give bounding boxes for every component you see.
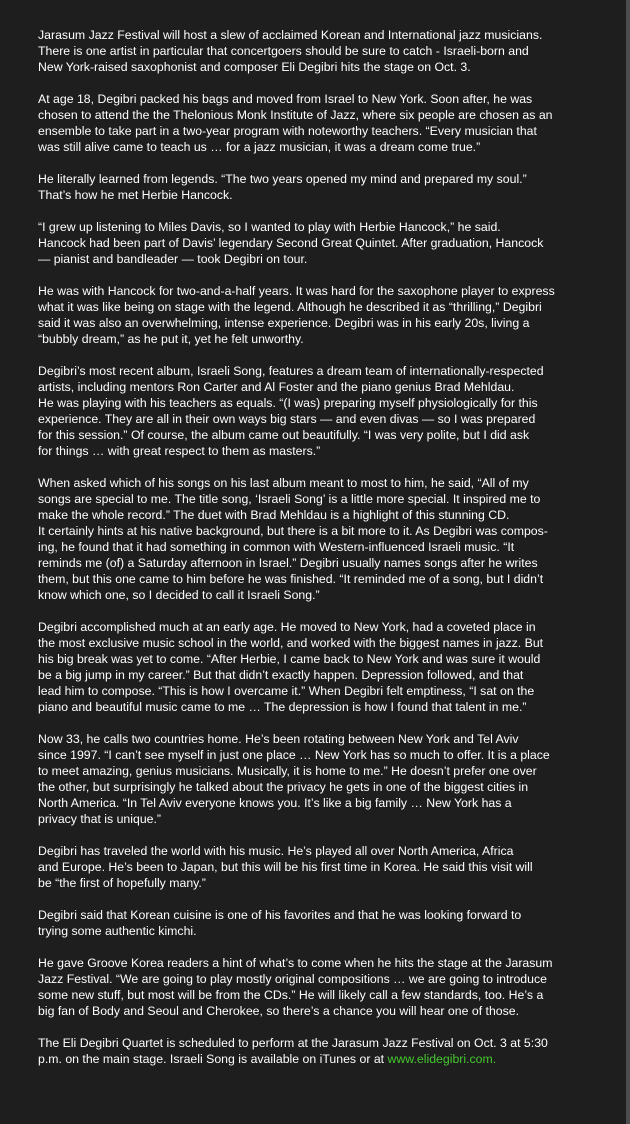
article-paragraph: “I grew up listening to Miles Davis, so I wanted to play with Herbie Hancock,” he said. Hancock had been part of Davis’ legendary Second Great Quintet. After graduation, Hancock — pianist and bandleader — took Degibri on tour.	[38, 220, 544, 266]
closing-text: The Eli Degibri Quartet is scheduled to perform at the Jarasum Jazz Festival on Oct. 3 at 5:30 p.m. on the main stage. Israeli Song is available on iTunes or at	[38, 1036, 548, 1066]
article-paragraph: Degibri accomplished much at an early age. He moved to New York, had a coveted place in the most exclusive music school in the world, and worked with the biggest names in jazz. But his big break was yet to come. “After Herbie, I came back to New York and was sure it would be a big jump in my career.” But that didn’t exactly happen. Depression followed, and that lead him to compose. “This is how I overcame it.” When Degibri felt emptiness, “I sat on the piano and beautiful music came to me … The depression is how I found that talent in me.”	[38, 620, 544, 714]
article-paragraph: Now 33, he calls two countries home. He’s been rotating between New York and Tel Aviv since 1997. “I can’t see myself in just one place … New York has so much to offer. It is a place to meet amazing, genius musicians. Musically, it is home to me.” He doesn’t prefer one over the other, but surprisingly he talked about the privacy he gets in one of the biggest cities in North America. “In Tel Aviv everyone knows you. It’s like a big family … New York has a privacy that is unique.”	[38, 732, 550, 826]
article-paragraph: Degibri has traveled the world with his music. He’s played all over North America, Africa and Europe. He’s been to Japan, but this will be his first time in Korea. He said this visit will be “the first of hopefully many.”	[38, 844, 533, 890]
article-paragraph: He gave Groove Korea readers a hint of what’s to come when he hits the stage at the Jarasum Jazz Festival. “We are going to play mostly original compositions … we are going to introduce some new stuff, but most will be from the CDs.” He will likely call a few standards, too. He’s a big fan of Body and Seoul and Cherokee, so there’s a chance you will hear one of those.	[38, 956, 553, 1018]
article-paragraph: Degibri said that Korean cuisine is one of his favorites and that he was looking forward to trying some authentic kimchi.	[38, 908, 522, 938]
article-paragraph: Jarasum Jazz Festival will host a slew of acclaimed Korean and International jazz musicians. There is one artist in particular that concertgoers should be sure to catch - Israeli-born and New York-raised saxophonist and composer Eli Degibri hits the stage on Oct. 3.	[38, 28, 543, 74]
closing-paragraph	[38, 1035, 598, 1067]
article-paragraph: Degibri’s most recent album, Israeli Song, features a dream team of internationally-respected artists, including mentors Ron Carter and Al Foster and the piano genius Brad Mehldau. He was playing with his teachers as equals. “(I was) preparing myself physiologically for this experience. They are all in their own ways big stars — and even divas — so I was prepared for this session.” Of course, the album came out beautifully. “I was very polite, but I did ask for things … with great respect to them as masters.”	[38, 364, 544, 458]
article-paragraph: He literally learned from legends. “The two years opened my mind and prepared my soul.” That’s how he met Herbie Hancock.	[38, 172, 527, 202]
article-paragraph: He was with Hancock for two-and-a-half years. It was hard for the saxophone player to express what it was like being on stage with the legend. Although he described it as “thrilling,” Degibri said it was also an overwhelming, intense experience. Degibri was in his early 20s, living a “bubbly dream,” as he put it, yet he felt unworthy.	[38, 284, 555, 346]
website-link[interactable]: www.elidegibri.com.	[387, 1052, 497, 1066]
article-paragraph: At age 18, Degibri packed his bags and moved from Israel to New York. Soon after, he was chosen to attend the the Thelonious Monk Institute of Jazz, where six people are chosen as an ensemble to take part in a two-year program with noteworthy teachers. “Every musician that was still alive came to teach us … for a jazz musician, it was a dream come true.”	[38, 92, 553, 154]
page-edge-border	[626, 0, 630, 1124]
article-paragraph: When asked which of his songs on his last album meant to most to him, he said, “All of my songs are special to me. The title song, ‘Israeli Song’ is a little more special. It inspired me to make the whole record.” The duet with Brad Mehldau is a highlight of this stunning CD. It certainly hints at his native background, but there is a bit more to it. As Degibri was compos- ing, he found that it had something in common with Western-influenced Israeli music. “It reminds me (of) a Saturday afternoon in Israel.” Degibri usually names songs after he writes them, but this one came to him before he was finished. “It reminded me of a song, but I didn’t know which one, so I decided to call it Israeli Song.”	[38, 476, 548, 602]
